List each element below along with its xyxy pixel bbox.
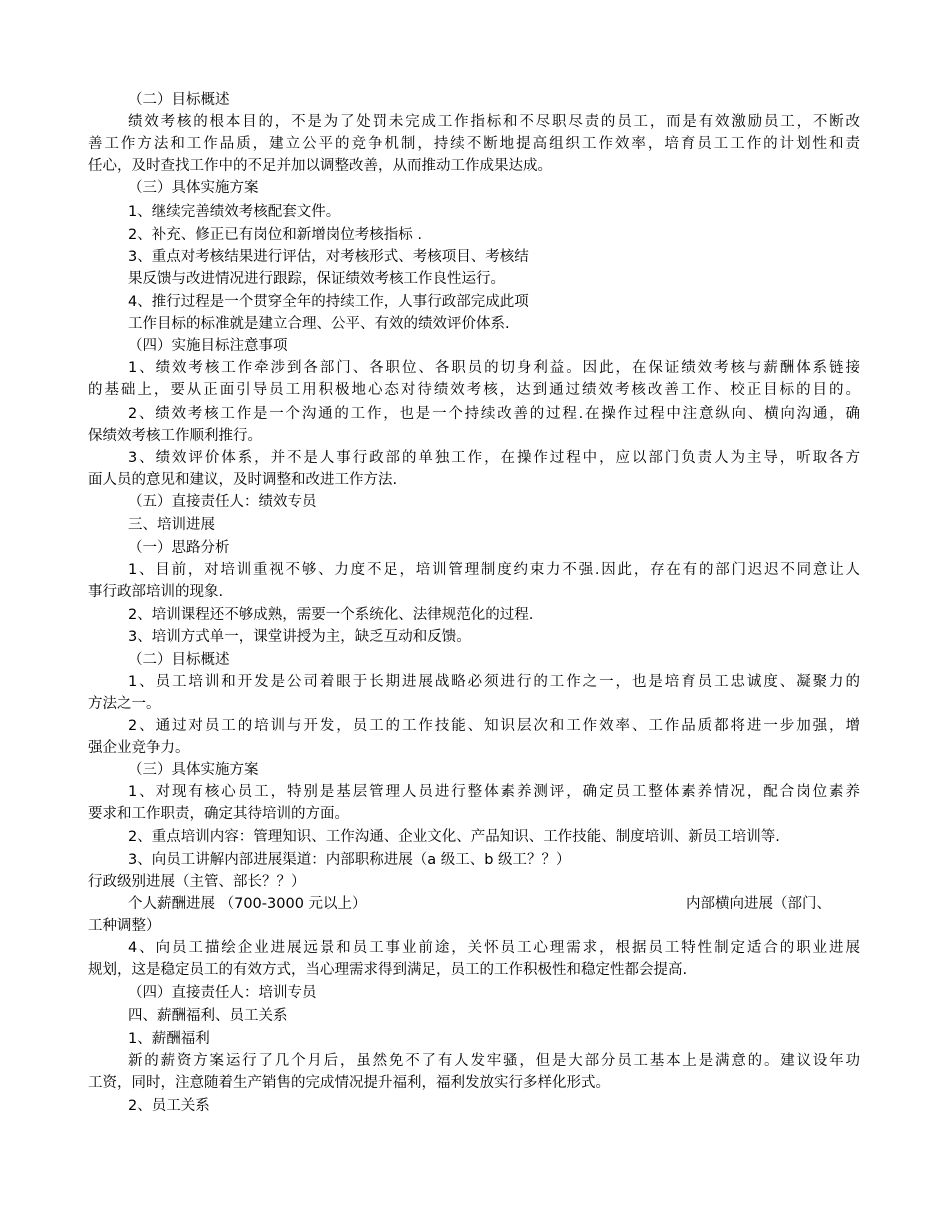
list-item: 2、绩效考核工作是一个沟通的工作，也是一个持续改善的过程.在操作过程中注意纵向、横向沟通，确 (128, 406, 860, 422)
list-item: 4、向员工描绘企业进展远景和员工事业前途，关怀员工心理需求，根据员工特性制定适合的职业进展 (128, 940, 860, 956)
paragraph-line: 强企业竞争力。 (88, 740, 190, 756)
paragraph-line: 绩效考核的根本目的，不是为了处罚未完成工作指标和不尽职尽责的员工，而是有效激励员工，不断改 (128, 114, 860, 130)
paragraph-line: 面人员的意见和建议，及时调整和改进工作方法. (88, 472, 398, 488)
list-item: 1、员工培训和开发是公司着眼于长期进展战略必须进行的工作之一，也是培育员工忠诚度、凝聚力的 (128, 674, 860, 690)
paragraph-line: 新的薪资方案运行了几个月后，虽然免不了有人发牢骚，但是大部分员工基本上是满意的。建议设年功 (128, 1053, 860, 1069)
list-item: 1、继续完善绩效考核配套文件。 (128, 204, 341, 220)
paragraph-line: 规划，这是稳定员工的有效方式，当心理需求得到满足，员工的工作积极性和稳定性都会提高. (88, 962, 688, 978)
list-item: 2、重点培训内容：管理知识、工作沟通、企业文化、产品知识、工作技能、制度培训、新员工培训等. (128, 829, 780, 845)
heading-notes: （四）实施目标注意事项 (128, 338, 288, 354)
paragraph-line: 事行政部培训的现象. (88, 584, 224, 600)
list-item: 2、培训课程还不够成熟，需要一个系统化、法律规范化的过程. (128, 607, 534, 623)
list-item: 3、重点对考核结果进行评估，对考核形式、考核项目、考核结 (128, 249, 529, 265)
heading-goal-overview: （二）目标概述 (128, 92, 230, 108)
list-item: 3、向员工讲解内部进展渠道：内部职称进展（a 级工、b 级工？？） (128, 852, 571, 868)
paragraph-line: 工种调整） (88, 918, 161, 934)
heading-responsible-person: （五）直接责任人：绩效专员 (128, 494, 317, 510)
subheading-compensation: 1、薪酬福利 (128, 1031, 210, 1047)
paragraph-line: 内部横向进展（部门、 (686, 896, 831, 912)
section-heading-training: 三、培训进展 (128, 517, 215, 533)
heading-implementation-plan: （三）具体实施方案 (128, 180, 259, 196)
paragraph-line: 工作目标的标准就是建立合理、公平、有效的绩效评价体系. (128, 316, 510, 332)
list-item: 2、补充、修正已有岗位和新增岗位考核指标 . (128, 227, 422, 243)
paragraph-line: 保绩效考核工作顺利推行。 (88, 428, 262, 444)
list-item: 1、目前，对培训重视不够、力度不足，培训管理制度约束力不强.因此，存在有的部门迟迟不同意让人 (128, 562, 860, 578)
paragraph-line: 工资，同时，注意随着生产销售的完成情况提升福利，福利发放实行多样化形式。 (88, 1075, 610, 1091)
paragraph-line: 果反馈与改进情况进行跟踪，保证绩效考核工作良性运行。 (128, 271, 505, 287)
heading-responsible-person: （四）直接责任人：培训专员 (128, 985, 317, 1001)
list-item: 4、推行过程是一个贯穿全年的持续工作，人事行政部完成此项 (128, 294, 529, 310)
paragraph-line: 要求和工作职责，确定其待培训的方面。 (88, 806, 349, 822)
paragraph-line: 行政级别进展（主管、部长？？） (88, 874, 306, 890)
list-item: 1、对现有核心员工，特别是基层管理人员进行整体素养测评，确定员工整体素养情况，配合岗位素养 (128, 784, 860, 800)
paragraph-line: 善工作方法和工作品质，建立公平的竞争机制，持续不断地提高组织工作效率，培育员工工作的计划性和责 (88, 136, 860, 152)
heading-implementation-plan: （三）具体实施方案 (128, 762, 259, 778)
paragraph-line: 的基础上，要从正面引导员工用积极地心态对待绩效考核，达到通过绩效考核改善工作、校正目标的目的。 (88, 382, 860, 398)
subheading-employee-relations: 2、员工关系 (128, 1098, 210, 1114)
paragraph-line: 任心，及时查找工作中的不足并加以调整改善，从而推动工作成果达成。 (88, 158, 552, 174)
list-item: 2、通过对员工的培训与开发，员工的工作技能、知识层次和工作效率、工作品质都将进一步加强，增 (128, 718, 860, 734)
list-item: 3、绩效评价体系，并不是人事行政部的单独工作，在操作过程中，应以部门负责人为主导，听取各方 (128, 450, 860, 466)
heading-goal-overview: （二）目标概述 (128, 652, 230, 668)
list-item: 3、培训方式单一，课堂讲授为主，缺乏互动和反馈。 (128, 629, 471, 645)
heading-analysis: （一）思路分析 (128, 540, 230, 556)
list-item: 1、绩效考核工作牵涉到各部门、各职位、各职员的切身利益。因此，在保证绩效考核与薪酬体系链接 (128, 360, 860, 376)
paragraph-line: 方法之一。 (88, 696, 161, 712)
section-heading-compensation: 四、薪酬福利、员工关系 (128, 1008, 288, 1024)
paragraph-line: 个人薪酬进展 （700-3000 元以上） (128, 896, 367, 912)
